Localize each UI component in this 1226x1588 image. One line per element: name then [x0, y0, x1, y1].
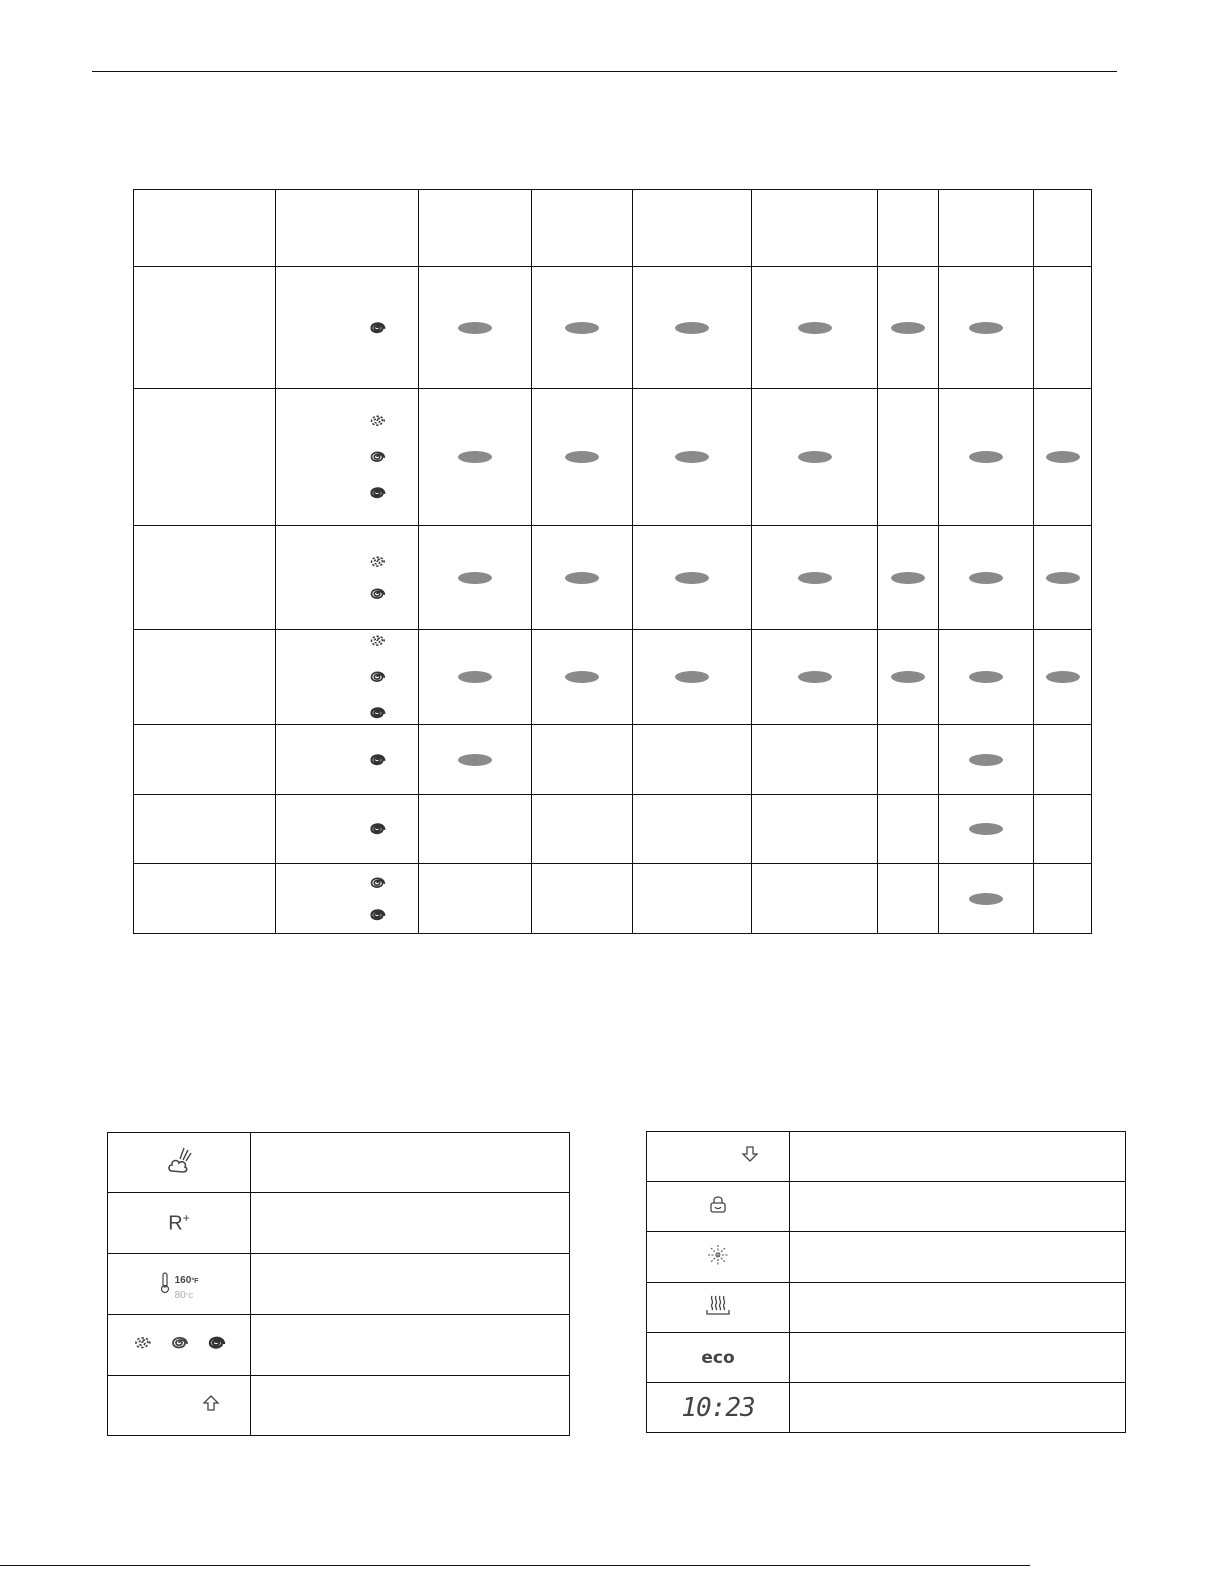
- availability-dot: [1046, 451, 1080, 463]
- soil-level-cell: [276, 864, 419, 934]
- half-spiral-icon: [366, 446, 388, 468]
- heated-dry-icon: [705, 1294, 731, 1316]
- option-cell: [939, 267, 1034, 389]
- legend-row: [108, 1133, 570, 1193]
- dashed-spiral-icon: [130, 1331, 154, 1355]
- availability-dot: [891, 572, 925, 584]
- availability-dot: [565, 451, 599, 463]
- cycle-name: [134, 725, 276, 795]
- availability-dot: [458, 754, 492, 766]
- legend-row: [108, 1376, 570, 1436]
- option-cell: [1034, 795, 1092, 864]
- top-rule: [92, 71, 1117, 72]
- legend-description: [790, 1132, 1126, 1182]
- legend-description: [251, 1376, 570, 1436]
- eco-icon: eco: [701, 1348, 735, 1368]
- option-cell: [939, 630, 1034, 725]
- legend-row: [647, 1232, 1126, 1283]
- cycle-name: [134, 864, 276, 934]
- option-cell: [1034, 630, 1092, 725]
- availability-dot: [798, 671, 832, 683]
- availability-dot: [458, 322, 492, 334]
- option-cell: [1034, 389, 1092, 526]
- availability-dot: [969, 671, 1003, 683]
- legend-description: [251, 1315, 570, 1376]
- option-cell: [878, 725, 939, 795]
- option-cell: [1034, 725, 1092, 795]
- legend-left-table: [107, 1132, 570, 1436]
- availability-dot: [969, 322, 1003, 334]
- option-cell: [939, 864, 1034, 934]
- rinse-plus-icon: R+: [168, 1210, 190, 1235]
- soil-level-cell: [276, 526, 419, 630]
- option-cell: [878, 864, 939, 934]
- option-cell: [1034, 267, 1092, 389]
- option-cell: [633, 864, 752, 934]
- column-header: [532, 190, 633, 267]
- legend-description: [251, 1193, 570, 1254]
- availability-dot: [798, 322, 832, 334]
- option-cell: [878, 267, 939, 389]
- option-cell: [878, 795, 939, 864]
- option-cell: [752, 526, 878, 630]
- legend-row: [647, 1283, 1126, 1333]
- option-cell: [532, 389, 633, 526]
- cycle-option-table: [133, 189, 1092, 934]
- availability-dot: [891, 322, 925, 334]
- dashed-spiral-icon: [366, 551, 388, 573]
- legend-row: [108, 1193, 570, 1254]
- option-cell: [633, 526, 752, 630]
- column-header: [752, 190, 878, 267]
- column-header: [939, 190, 1034, 267]
- availability-dot: [565, 572, 599, 584]
- option-cell: [939, 795, 1034, 864]
- legend-row: [647, 1182, 1126, 1232]
- availability-dot: [458, 671, 492, 683]
- half-spiral-icon: [366, 872, 388, 894]
- cycle-name: [134, 630, 276, 725]
- option-cell: [752, 795, 878, 864]
- availability-dot: [565, 322, 599, 334]
- legend-right-table: [646, 1131, 1126, 1433]
- soil-level-cell: [276, 389, 419, 526]
- legend-description: [790, 1333, 1126, 1383]
- availability-dot: [891, 671, 925, 683]
- option-cell: [633, 630, 752, 725]
- legend-description: [251, 1133, 570, 1193]
- table-row: [134, 795, 1092, 864]
- half-spiral-icon: [366, 666, 388, 688]
- spiral-icon: [366, 904, 388, 926]
- option-cell: [419, 864, 532, 934]
- option-cell: [752, 267, 878, 389]
- half-spiral-icon: [167, 1331, 191, 1355]
- option-cell: [1034, 526, 1092, 630]
- option-cell: [532, 795, 633, 864]
- half-spiral-icon: [366, 583, 388, 605]
- cycle-name: [134, 526, 276, 630]
- spiral-icon: [366, 749, 388, 771]
- table-row: [134, 630, 1092, 725]
- option-cell: [752, 725, 878, 795]
- cycle-name: [134, 795, 276, 864]
- availability-dot: [565, 671, 599, 683]
- availability-dot: [675, 322, 709, 334]
- column-header: [878, 190, 939, 267]
- column-header: [633, 190, 752, 267]
- spiral-icon: [366, 702, 388, 724]
- legend-description: [790, 1283, 1126, 1333]
- option-cell: [419, 267, 532, 389]
- option-cell: [752, 389, 878, 526]
- option-cell: [419, 389, 532, 526]
- thermometer-icon: 160°F 80°C: [160, 1272, 199, 1302]
- spiral-icon: [366, 317, 388, 339]
- legend-row: [108, 1254, 570, 1315]
- legend-description: [790, 1232, 1126, 1283]
- availability-dot: [969, 823, 1003, 835]
- child-lock-icon: [708, 1194, 728, 1214]
- availability-dot: [458, 572, 492, 584]
- dashed-spiral-icon: [366, 630, 388, 652]
- option-cell: [532, 725, 633, 795]
- option-cell: [752, 864, 878, 934]
- option-cell: [752, 630, 878, 725]
- steam-icon: [166, 1145, 192, 1175]
- column-header: [419, 190, 532, 267]
- option-cell: [419, 630, 532, 725]
- option-cell: [878, 630, 939, 725]
- down-arrow-icon: [741, 1145, 759, 1163]
- availability-dot: [969, 572, 1003, 584]
- option-cell: [633, 795, 752, 864]
- option-cell: [532, 267, 633, 389]
- legend-description: [251, 1254, 570, 1315]
- availability-dot: [675, 451, 709, 463]
- availability-dot: [675, 671, 709, 683]
- sparkle-icon: [707, 1244, 729, 1266]
- legend-row: [647, 1333, 1126, 1383]
- option-cell: [633, 725, 752, 795]
- column-header: [276, 190, 419, 267]
- up-arrow-icon: [202, 1394, 220, 1412]
- option-cell: [939, 389, 1034, 526]
- table-row: [134, 864, 1092, 934]
- availability-dot: [969, 754, 1003, 766]
- cycle-name: [134, 389, 276, 526]
- option-cell: [419, 725, 532, 795]
- spiral-icon: [366, 818, 388, 840]
- availability-dot: [969, 451, 1003, 463]
- legend-row: [647, 1383, 1126, 1433]
- option-cell: [419, 795, 532, 864]
- dashed-spiral-icon: [366, 410, 388, 432]
- option-cell: [878, 389, 939, 526]
- bottom-rule: [0, 1565, 1030, 1566]
- legend-description: [790, 1383, 1126, 1433]
- option-cell: [633, 267, 752, 389]
- column-header: [134, 190, 276, 267]
- cycle-name: [134, 267, 276, 389]
- option-cell: [939, 725, 1034, 795]
- legend-row: [647, 1132, 1126, 1182]
- column-header: [1034, 190, 1092, 267]
- availability-dot: [1046, 671, 1080, 683]
- table-row: [134, 526, 1092, 630]
- option-cell: [633, 389, 752, 526]
- soil-level-icons: [126, 1339, 232, 1359]
- soil-level-cell: [276, 795, 419, 864]
- soil-level-cell: [276, 267, 419, 389]
- availability-dot: [1046, 572, 1080, 584]
- table-row: [134, 725, 1092, 795]
- table-row: [134, 389, 1092, 526]
- clock-display-icon: 10:23: [681, 1392, 755, 1423]
- availability-dot: [798, 451, 832, 463]
- soil-level-cell: [276, 725, 419, 795]
- legend-row: [108, 1315, 570, 1376]
- option-cell: [878, 526, 939, 630]
- option-cell: [532, 630, 633, 725]
- option-cell: [532, 526, 633, 630]
- availability-dot: [969, 893, 1003, 905]
- spiral-icon: [366, 482, 388, 504]
- availability-dot: [798, 572, 832, 584]
- availability-dot: [458, 451, 492, 463]
- availability-dot: [675, 572, 709, 584]
- option-cell: [939, 526, 1034, 630]
- option-cell: [419, 526, 532, 630]
- table-row: [134, 267, 1092, 389]
- option-cell: [1034, 864, 1092, 934]
- soil-level-cell: [276, 630, 419, 725]
- option-cell: [532, 864, 633, 934]
- table-header-row: [134, 190, 1092, 267]
- legend-description: [790, 1182, 1126, 1232]
- full-spiral-icon: [204, 1331, 228, 1355]
